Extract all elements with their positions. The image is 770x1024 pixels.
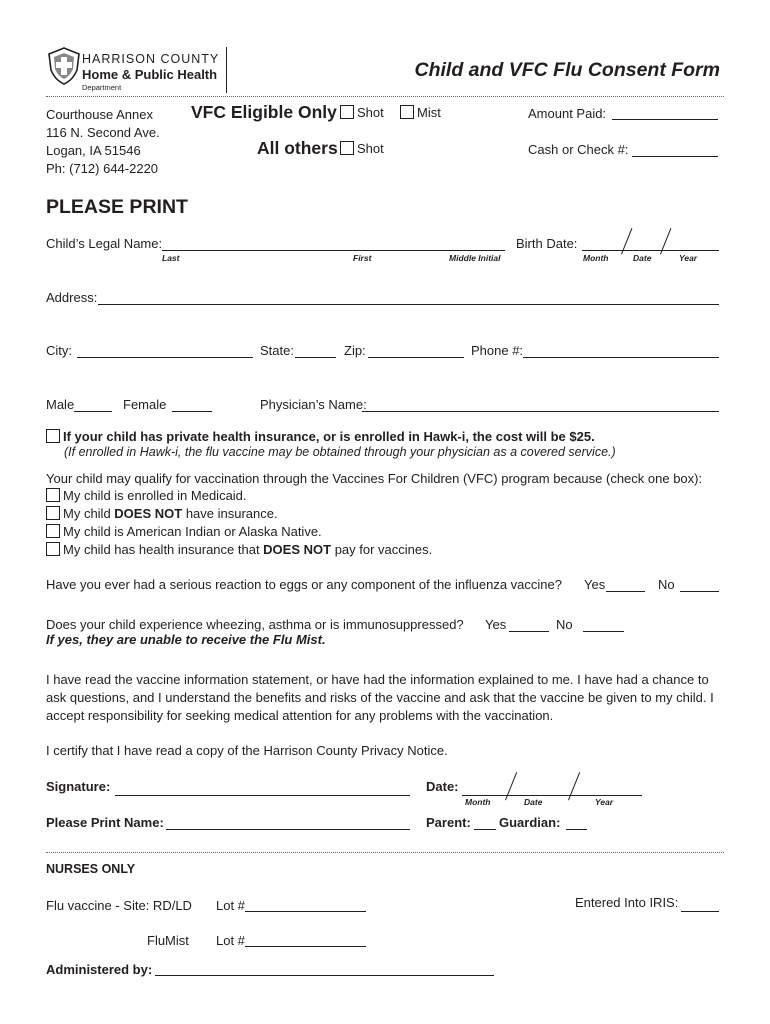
nurses-only-heading: NURSES ONLY [46, 862, 136, 876]
egg-reaction-question: Have you ever had a serious reaction to eggs or any component of the influenza vaccine? [46, 577, 562, 592]
first-caption: First [353, 253, 372, 263]
vfc-option-medicaid[interactable] [46, 488, 247, 503]
child-legal-name-field[interactable] [162, 250, 505, 251]
guardian-label: Guardian: [499, 815, 561, 830]
administered-by-field[interactable] [155, 975, 494, 976]
checkbox[interactable] [46, 488, 60, 502]
checkbox[interactable] [400, 105, 414, 119]
consent-line: I have read the vaccine information statement, or have had the information explained to me. I have had a chance to [46, 672, 709, 687]
consent-statement [46, 671, 714, 725]
wheeze-no-field[interactable] [583, 631, 624, 632]
vfc-option-underinsured[interactable] [46, 542, 432, 557]
amount-paid-field[interactable] [612, 119, 718, 120]
month-caption: Month [583, 253, 609, 263]
egg-no-label: No [658, 577, 675, 592]
zip-field[interactable] [368, 357, 464, 358]
vfc-intro: Your child may qualify for vaccination through the Vaccines For Children (VFC) program because (check one box): [46, 471, 703, 486]
state-field[interactable] [295, 357, 336, 358]
sign-date-label: Date: [426, 779, 459, 794]
parent-label: Parent: [426, 815, 471, 830]
sign-month-caption: Month [465, 797, 491, 807]
cash-check-field[interactable] [632, 156, 718, 157]
phone-field[interactable] [523, 357, 719, 358]
flumist-lot-label: Lot # [216, 933, 245, 948]
please-print-heading: PLEASE PRINT [46, 196, 188, 218]
org-department: Department [82, 83, 122, 92]
cash-check-label: Cash or Check #: [528, 142, 629, 157]
wheeze-question: Does your child experience wheezing, asthma or is immunosuppressed? [46, 617, 464, 632]
physician-label: Physician’s Name: [260, 397, 367, 412]
checkbox[interactable] [46, 506, 60, 520]
signature-label: Signature: [46, 779, 111, 794]
male-field[interactable] [74, 411, 112, 412]
vfc-shot-label: Shot [357, 105, 384, 120]
vfc-eligible-label: VFC Eligible Only [191, 102, 337, 122]
option-label: My child has health insurance that [63, 542, 264, 557]
option-label: My child is American Indian or Alaska Native. [63, 524, 322, 539]
signature-field[interactable] [115, 795, 410, 796]
year-caption: Year [679, 253, 698, 263]
entered-iris-label: Entered Into IRIS: [575, 895, 679, 910]
physician-field[interactable] [362, 411, 719, 412]
wheeze-no-label: No [556, 617, 573, 632]
option-label: My child [63, 506, 115, 521]
checkbox[interactable] [46, 542, 60, 556]
zip-label: Zip: [344, 343, 366, 358]
others-shot-label: Shot [357, 141, 384, 156]
header-separator [46, 96, 724, 97]
option-label: My child is enrolled in Medicaid. [63, 488, 247, 503]
state-label: State: [260, 343, 294, 358]
privacy-statement: I certify that I have read a copy of the Harrison County Privacy Notice. [46, 743, 448, 758]
others-shot-option[interactable] [340, 141, 384, 156]
date-caption: Date [633, 253, 652, 263]
city-field[interactable] [77, 357, 253, 358]
checkbox[interactable] [340, 141, 354, 155]
flu-vaccine-site-label: Flu vaccine - Site: RD/LD [46, 898, 192, 913]
amount-paid-label: Amount Paid: [528, 106, 607, 121]
middle-initial-caption: Middle Initial [449, 253, 501, 263]
wheeze-yes-field[interactable] [509, 631, 549, 632]
checkbox[interactable] [46, 429, 60, 443]
org-subname: Home & Public Health [82, 67, 218, 82]
checkbox[interactable] [340, 105, 354, 119]
egg-yes-field[interactable] [606, 591, 645, 592]
org-name: HARRISON COUNTY [82, 52, 220, 66]
print-name-field[interactable] [166, 829, 410, 830]
nurses-separator [46, 852, 724, 853]
option-emphasis: DOES NOT [114, 506, 183, 521]
flu-lot-label: Lot # [216, 898, 245, 913]
date-separator [505, 772, 517, 800]
all-others-label: All others [257, 138, 338, 158]
child-legal-name-label: Child’s Legal Name: [46, 236, 163, 251]
private-insurance-option[interactable] [46, 429, 595, 444]
address-line: 116 N. Second Ave. [46, 125, 160, 140]
address-line: Logan, IA 51546 [46, 143, 141, 158]
print-name-label: Please Print Name: [46, 815, 164, 830]
egg-yes-label: Yes [584, 577, 606, 592]
form-title: Child and VFC Flu Consent Form [414, 59, 720, 81]
guardian-field[interactable] [566, 829, 587, 830]
entered-iris-field[interactable] [681, 911, 719, 912]
flu-lot-field[interactable] [245, 911, 366, 912]
header-divider [226, 47, 227, 93]
phone-label: Phone #: [471, 343, 524, 358]
wheeze-yes-label: Yes [485, 617, 507, 632]
consent-line: ask questions, and I understand the benefits and risks of the vaccine and ask that the vaccine be given to my child. I [46, 690, 714, 705]
sign-year-caption: Year [595, 797, 614, 807]
logo [46, 46, 82, 89]
vfc-mist-option[interactable] [400, 105, 441, 120]
address-field[interactable] [98, 304, 719, 305]
checkbox[interactable] [46, 524, 60, 538]
address-label: Address: [46, 290, 98, 305]
sign-date-field[interactable] [462, 795, 642, 796]
last-caption: Last [162, 253, 180, 263]
parent-field[interactable] [474, 829, 496, 830]
option-label: have insurance. [182, 506, 278, 521]
option-label: pay for vaccines. [331, 542, 433, 557]
address-line: Ph: (712) 644-2220 [46, 161, 159, 176]
male-label: Male [46, 397, 75, 412]
shield-cross-icon [46, 46, 82, 86]
consent-line: accept responsibility for seeking medical attention for any problems with the vaccination. [46, 708, 554, 723]
vfc-option-american-indian[interactable] [46, 524, 322, 539]
office-address [46, 106, 160, 178]
egg-no-field[interactable] [680, 591, 719, 592]
vfc-shot-option[interactable] [340, 105, 384, 120]
birth-date-label: Birth Date: [516, 236, 578, 251]
sign-day-caption: Date [524, 797, 543, 807]
vfc-mist-label: Mist [417, 105, 441, 120]
date-separator [568, 772, 580, 800]
birth-date-field[interactable] [582, 250, 719, 251]
private-insurance-text: If your child has private health insurance, or is enrolled in Hawk-i, the cost will be $25. [63, 429, 595, 444]
administered-by-label: Administered by: [46, 962, 153, 977]
address-line: Courthouse Annex [46, 107, 153, 122]
hawki-note: (If enrolled in Hawk-i, the flu vaccine may be obtained through your physician as a covered service.) [64, 445, 616, 459]
flumist-warning: If yes, they are unable to receive the Flu Mist. [46, 632, 326, 647]
female-label: Female [123, 397, 167, 412]
flumist-lot-field[interactable] [245, 946, 366, 947]
flumist-label: FluMist [147, 933, 189, 948]
city-label: City: [46, 343, 72, 358]
female-field[interactable] [172, 411, 212, 412]
option-emphasis: DOES NOT [263, 542, 332, 557]
vfc-option-no-insurance[interactable] [46, 506, 278, 521]
